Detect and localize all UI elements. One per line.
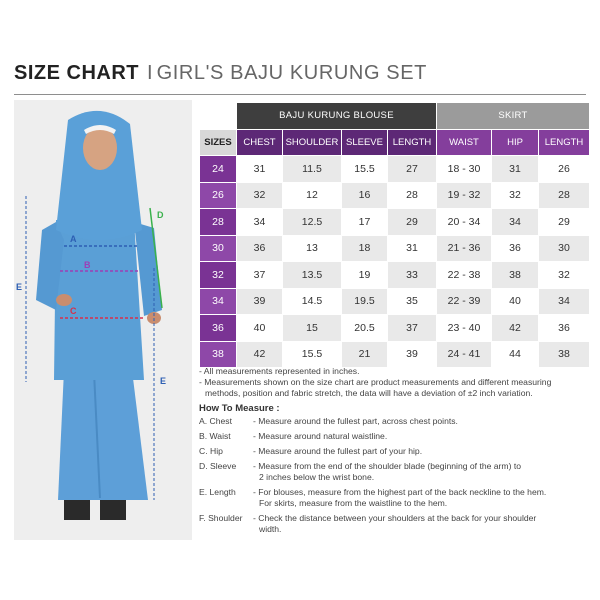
page-subtitle: GIRL'S BAJU KURUNG SET (156, 62, 427, 84)
blouse-length-cell: 27 (388, 156, 436, 182)
sleeve-cell: 20.5 (342, 315, 387, 341)
hip-cell: 34 (492, 209, 538, 235)
waist-cell: 18 - 30 (437, 156, 491, 182)
blouse-length-cell: 37 (388, 315, 436, 341)
waist-cell: 22 - 38 (437, 262, 491, 288)
note-line: methods, position and fabric stretch, the data will have a deviation of ±2 inch variation. (205, 387, 533, 398)
col-hip: HIP (492, 130, 538, 156)
waist-cell: 23 - 40 (437, 315, 491, 341)
blouse-length-cell: 39 (388, 342, 436, 368)
table-row (200, 183, 589, 209)
hip-cell: 44 (492, 342, 538, 368)
chest-cell: 31 (237, 156, 282, 182)
size-cell: 24 (200, 156, 236, 182)
measure-term: B. Waist (199, 431, 231, 442)
chest-cell: 32 (237, 183, 282, 209)
measure-term: A. Chest (199, 416, 232, 426)
skirt-length-cell: 26 (539, 156, 589, 182)
label-e-skirt: E (160, 376, 167, 386)
shoulder-cell: 13.5 (283, 262, 341, 288)
size-cell: 36 (200, 315, 236, 341)
measurement-figure (14, 100, 192, 540)
shoulder-cell: 15.5 (283, 342, 341, 368)
skirt-shape (58, 370, 148, 500)
size-cell: 30 (200, 236, 236, 262)
size-cell: 32 (200, 262, 236, 288)
table-group-header (200, 103, 589, 129)
table-row (200, 262, 589, 288)
hip-cell: 32 (492, 183, 538, 209)
measure-desc: - Measure around the fullest part, across chest points. (253, 416, 458, 426)
blouse-length-cell: 35 (388, 289, 436, 315)
col-skirt-length: LENGTH (539, 130, 589, 156)
chest-cell: 39 (237, 289, 282, 315)
measure-desc: - Measure around natural waistline. (253, 431, 388, 442)
group-skirt-header: SKIRT (437, 103, 589, 129)
table-row (200, 156, 589, 182)
list-item (199, 446, 594, 457)
table-row (200, 342, 589, 368)
sleeve-cell: 18 (342, 236, 387, 262)
list-item (199, 513, 594, 535)
note-line: - All measurements represented in inches. (199, 366, 360, 376)
how-to-measure-title: How To Measure : (199, 403, 280, 414)
chest-cell: 36 (237, 236, 282, 262)
skirt-length-cell: 38 (539, 342, 589, 368)
shoulder-cell: 14.5 (283, 289, 341, 315)
chest-cell: 40 (237, 315, 282, 341)
shoulder-cell: 12.5 (283, 209, 341, 235)
group-blouse-header: BAJU KURUNG BLOUSE (237, 103, 436, 129)
chest-cell: 34 (237, 209, 282, 235)
hip-cell: 31 (492, 156, 538, 182)
skirt-length-cell: 30 (539, 236, 589, 262)
list-item (199, 487, 594, 509)
sleeve-cell: 17 (342, 209, 387, 235)
shoulder-cell: 15 (283, 315, 341, 341)
label-c: C (70, 306, 77, 316)
header-divider (14, 94, 586, 95)
table-row (200, 209, 589, 235)
measure-term: C. Hip (199, 446, 223, 457)
label-a: A (70, 234, 77, 244)
measure-desc: - Measure from the end of the shoulder blade (beginning of the arm) to 2 inches below the wrist bone. (253, 461, 521, 483)
measure-term: F. Shoulder (199, 513, 243, 524)
waist-cell: 24 - 41 (437, 342, 491, 368)
title-separator: I (147, 62, 153, 84)
sleeve-cell: 19 (342, 262, 387, 288)
list-item (199, 431, 594, 442)
page-title: SIZE CHART (14, 62, 139, 84)
hip-cell: 40 (492, 289, 538, 315)
table-row (200, 315, 589, 341)
hand-left (56, 294, 72, 306)
note-line: - Measurements shown on the size chart are product measurements and different measuring (199, 376, 552, 387)
waist-cell: 22 - 39 (437, 289, 491, 315)
blouse-length-cell: 31 (388, 236, 436, 262)
size-cell: 34 (200, 289, 236, 315)
page-header (14, 62, 586, 90)
sleeve-cell: 21 (342, 342, 387, 368)
chest-cell: 42 (237, 342, 282, 368)
shoulder-cell: 11.5 (283, 156, 341, 182)
list-item (199, 416, 594, 427)
skirt-length-cell: 29 (539, 209, 589, 235)
hip-cell: 38 (492, 262, 538, 288)
table-column-header (200, 130, 589, 156)
hip-cell: 36 (492, 236, 538, 262)
size-cell: 38 (200, 342, 236, 368)
blouse-length-cell: 33 (388, 262, 436, 288)
skirt-length-cell: 32 (539, 262, 589, 288)
waist-cell: 19 - 32 (437, 183, 491, 209)
table-row (200, 289, 589, 315)
skirt-length-cell: 36 (539, 315, 589, 341)
waist-cell: 21 - 36 (437, 236, 491, 262)
measure-desc: - Measure around the fullest part of your hip. (253, 446, 423, 457)
how-to-measure-list (199, 416, 594, 539)
list-item (199, 461, 594, 483)
col-chest: CHEST (237, 130, 282, 156)
sleeve-cell: 19.5 (342, 289, 387, 315)
sleeve-cell: 16 (342, 183, 387, 209)
measure-term: E. Length (199, 487, 236, 498)
col-shoulder: SHOULDER (283, 130, 341, 156)
model-photo (14, 100, 192, 540)
hip-cell: 42 (492, 315, 538, 341)
measure-desc: - Check the distance between your shoulders at the back for your shoulder width. (253, 513, 537, 534)
skirt-length-cell: 34 (539, 289, 589, 315)
label-b: B (84, 260, 91, 270)
label-e-blouse: E (16, 282, 23, 292)
col-sleeve: SLEEVE (342, 130, 387, 156)
sleeve-cell: 15.5 (342, 156, 387, 182)
size-cell: 26 (200, 183, 236, 209)
col-sizes: SIZES (200, 130, 236, 156)
skirt-length-cell: 28 (539, 183, 589, 209)
shoulder-cell: 13 (283, 236, 341, 262)
label-d: D (157, 210, 164, 220)
size-cell: 28 (200, 209, 236, 235)
shoulder-cell: 12 (283, 183, 341, 209)
size-notes (199, 366, 594, 398)
waist-cell: 20 - 34 (437, 209, 491, 235)
table-row (200, 236, 589, 262)
size-table (199, 102, 590, 368)
measure-term: D. Sleeve (199, 461, 237, 472)
blouse-length-cell: 28 (388, 183, 436, 209)
measure-desc: - For blouses, measure from the highest part of the back neckline to the hem. For skirts, measure from the waistline to the hem. (253, 487, 547, 508)
col-waist: WAIST (437, 130, 491, 156)
col-blouse-length: LENGTH (388, 130, 436, 156)
blouse-length-cell: 29 (388, 209, 436, 235)
chest-cell: 37 (237, 262, 282, 288)
